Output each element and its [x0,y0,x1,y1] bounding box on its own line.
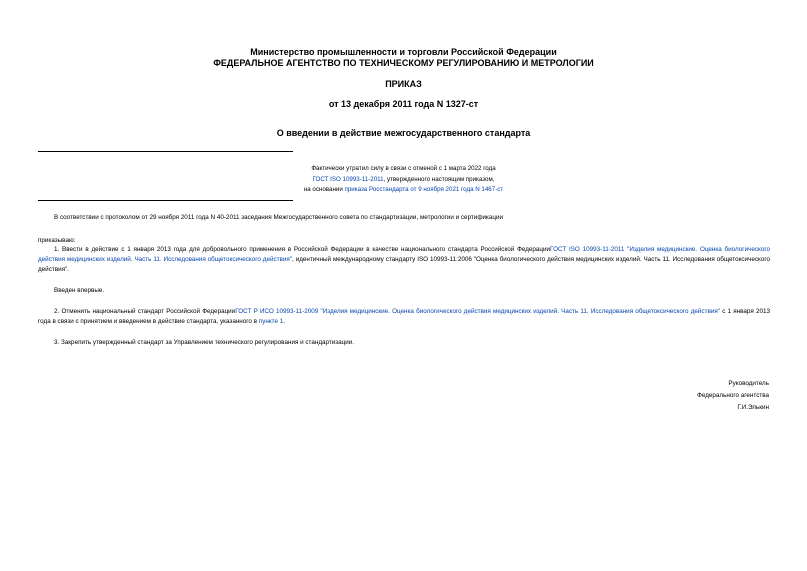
signature-position-2: Федерального агентства [697,392,769,399]
ministry-title: Министерство промышленности и торговли Российской Федерации [250,47,557,57]
item-1 [38,245,770,275]
status-line-3-text: на основании [303,186,345,193]
item-2-text-b: с 1 января 2013 года в связи с принятием и введением в действие стандарта, указанного в [38,308,770,325]
item-2-text-a: 2. Отменить национальный стандарт Российской Федерации [54,308,236,315]
signature-name: Г.И.Элькин [737,404,769,411]
agency-title: ФЕДЕРАЛЬНОЕ АГЕНТСТВО ПО ТЕХНИЧЕСКОМУ РЕГУЛИРОВАНИЮ И МЕТРОЛОГИИ [213,58,594,68]
status-order-link[interactable]: приказа Росстандарта от 9 ноября 2021 года N 1467-ст [344,186,504,193]
status-line-2-text: , утвержденного настоящим приказом, [383,176,495,183]
status-line-2 [0,176,807,183]
item-3: 3. Закрепить утвержденный стандарт за Управлением технического регулирования и стандартизации. [54,339,355,346]
preamble: В соответствии с протоколом от 29 ноября 2011 года N 40-2011 заседания Межгосударственного совета по стандартизации, метрологии и сертификации [54,214,504,221]
item-1-standard-link[interactable]: ГОСТ ISO 10993-11-2011 "Изделия медицинские. Оценка биологического действия медицинских изделий. Часть 11. Исследования общетоксического действия" [38,246,771,263]
status-line-1: Фактически утратил силу в связи с отменой с 1 марта 2022 года [311,165,496,172]
item-2-standard-link[interactable]: ГОСТ Р ИСО 10993-11-2009 "Изделия медицинские. Оценка биологического действия медицинских изделий. Часть 11. Исследования общетоксического действия" [235,308,720,315]
status-standard-link[interactable]: ГОСТ ISO 10993-11-2011 [312,176,384,183]
item-1-text-b: , идентичный международному стандарту ISO 10993-11:2006 "Оценка биологического действия медицинских изделий. Часть 11. Исследования общетоксического действия". [38,256,770,273]
item-1-text-a: 1. Ввести в действие с 1 января 2013 года для добровольного применения в Российской Федерации в качестве национального стандарта Российской Федерации [54,246,551,253]
doc-type: ПРИКАЗ [385,79,422,89]
order-word: приказываю: [38,237,76,244]
doc-subject: О введении в действие межгосударственного стандарта [276,128,531,138]
doc-date-number: от 13 декабря 2011 года N 1327-ст [328,99,479,109]
item-2-clause-link[interactable]: пункте 1 [258,318,284,325]
divider-top [38,151,293,152]
divider-bottom [38,200,293,201]
signature-block [569,378,769,414]
status-line-3 [0,186,807,193]
signature-position-1: Руководитель [728,380,769,387]
item-2 [38,307,770,327]
introduced-note: Введен впервые. [54,287,105,294]
item-2-text-c: . [283,318,285,325]
